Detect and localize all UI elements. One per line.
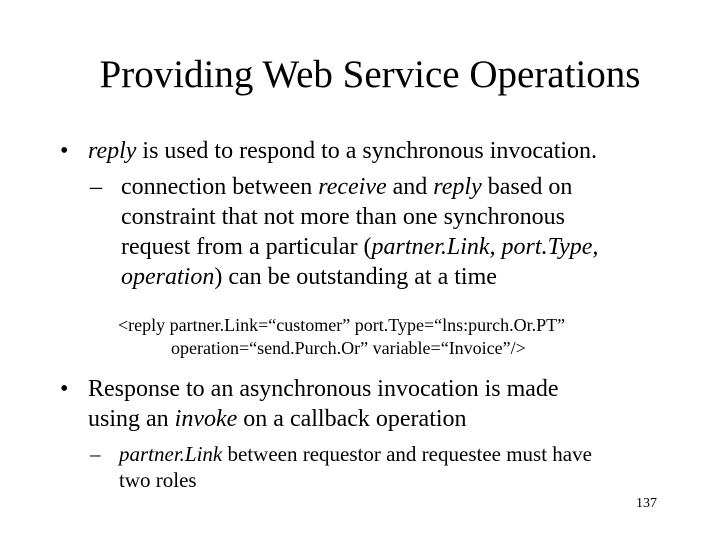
bullet-1 (88, 136, 597, 166)
bullet-marker-1: • (60, 138, 69, 164)
sub-bullet-1-line-1: connection between receive and reply based on (121, 174, 573, 200)
bullet-1-text: is used to respond to a synchronous invocation. (136, 138, 598, 164)
slide-title: Providing Web Service Operations (99, 53, 641, 96)
sub-bullet-1-line-2: constraint that not more than one synchronous (121, 204, 565, 230)
sub-bullet-1 (121, 172, 598, 292)
code-line-1: <reply partner.Link=“customer” port.Type=“lns:purch.Or.PT” (118, 315, 566, 335)
sub-bullet-1-line-4: operation) can be outstanding at a time (121, 264, 497, 290)
sub-bullet-2-line-1: partner.Link between requestor and requestee must have (119, 442, 592, 466)
bullet-2-line-1: Response to an asynchronous invocation is made (88, 376, 559, 402)
sub-bullet-2 (119, 441, 592, 493)
term-reply: reply (88, 138, 137, 164)
bullet-2 (88, 374, 559, 434)
page-number: 137 (636, 496, 657, 511)
bullet-marker-2: • (60, 376, 69, 402)
sub-bullet-1-line-3: request from a particular (partner.Link, port.Type, (121, 234, 599, 260)
dash-marker-1: – (90, 174, 102, 200)
term-partnerlink-porttype: partner.Link, port.Type, (371, 234, 599, 260)
code-line-2: operation=“send.Purch.Or” variable=“Invoice”/> (171, 338, 526, 358)
term-receive: receive (318, 174, 387, 200)
dash-marker-2: – (90, 442, 101, 466)
bullet-2-line-2: using an invoke on a callback operation (88, 406, 467, 432)
term-invoke: invoke (174, 406, 238, 432)
term-operation: operation (121, 264, 215, 290)
sub-bullet-2-line-2: two roles (119, 468, 197, 492)
term-partnerlink: partner.Link (119, 442, 223, 466)
term-reply-2: reply (433, 174, 482, 200)
